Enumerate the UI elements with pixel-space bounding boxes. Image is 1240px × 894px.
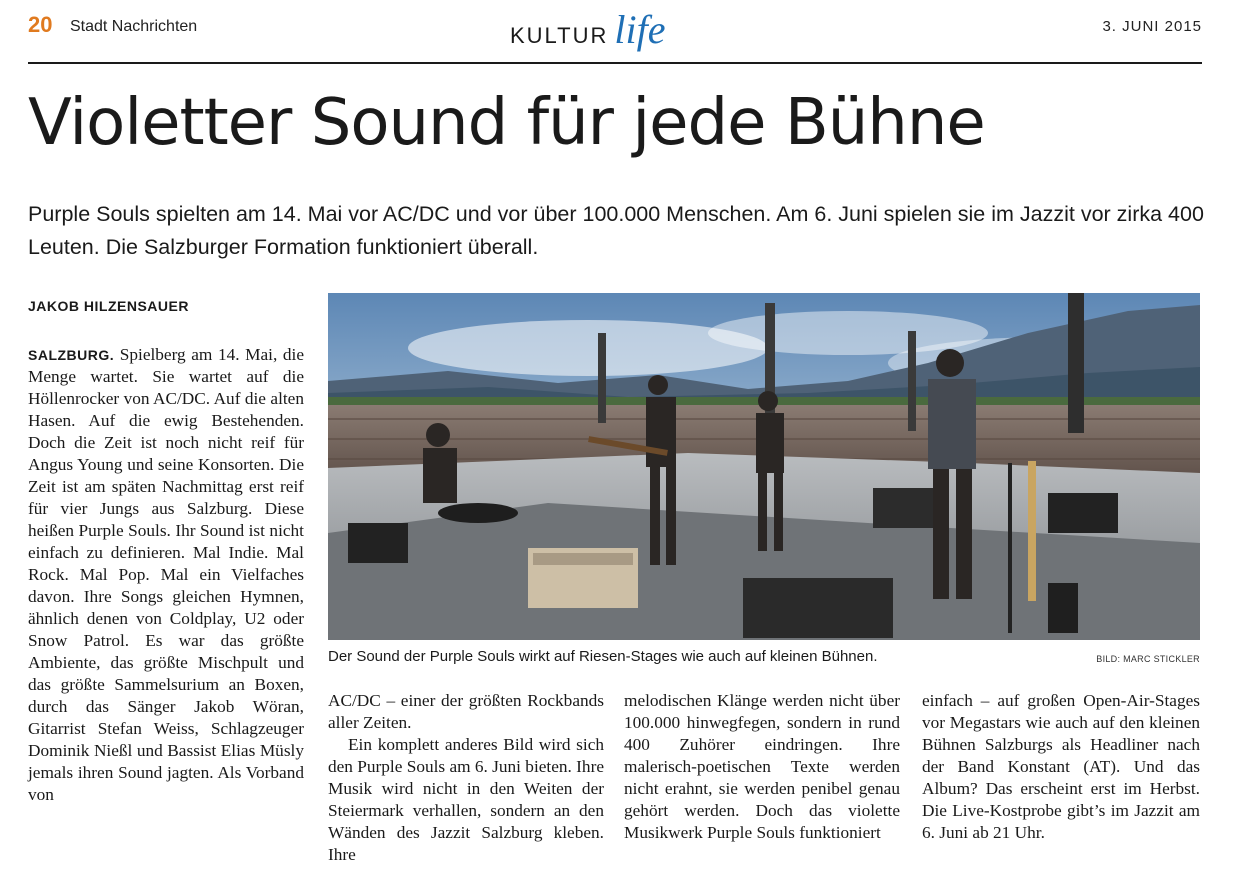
section-name: Stadt Nachrichten — [70, 18, 198, 35]
page-header — [28, 7, 1202, 52]
column-1-text: Spielberg am 14. Mai, die Menge wartet. Sie wartet auf die Höllenrocker von AC/DC. Auf die alten Hasen. Auf die ewig Bestehenden. Doch die Zeit ist noch nicht reif für Angus Young und seine Konsorten. Die Zeit ist am späten Nachmittag erst reif für vier Jungs aus Salzburg. Diese heißen Purple Souls. Ihr Sound ist nicht einfach zu definieren. Mal Indie. Mal Rock. Mal Pop. Mal ein Vielfaches davon. Ihre Songs gleichen Hymnen, ähnlich denen von Coldplay, U2 oder Snow Patrol. Es war das größte Ambiente, das größte Mischpult und das größte Sammelsurium an Boxen, durch das Sänger Jakob Wöran, Gitarrist Stefan Weiss, Schlagzeuger Dominik Nießl und Bassist Elias Müsly jemals ihren Sound jagten. Als Vorband von — [28, 345, 304, 804]
column-2-paragraph-1: AC/DC – einer der größten Rockbands aller Zeiten. — [328, 691, 604, 732]
lead-paragraph: Purple Souls spielten am 14. Mai vor AC/DC und vor über 100.000 Menschen. Am 6. Juni spielen sie im Jazzit vor zirka 400 Leuten. Die Salzburger Formation funktioniert überall. — [28, 202, 1204, 259]
page-number: 20 — [28, 12, 53, 37]
photo-credit: BILD: MARC STICKLER — [1096, 654, 1200, 664]
ressort-script: life — [614, 7, 666, 52]
article-column-3: melodischen Klänge werden nicht über 100.000 hinwegfegen, sondern in rund 400 Zuhörer eindringen. Ihre malerisch-poetischen Texte werden nicht erahnt, sie werden penibel genau gehört werden. Doch das violette Musikwerk Purple Souls funktioniert — [624, 691, 900, 842]
article-column-1 — [28, 344, 304, 806]
header-rule — [28, 62, 1202, 64]
article-column-4: einfach – auf großen Open-Air-Stages vor Megastars wie auch auf den kleinen Bühnen Salzburgs als Headliner nach der Band Konstant (AT). Und das Album? Das erscheint erst im Herbst. Die Live-Kostprobe gibt’s im Jazzit am 6. Juni ab 21 Uhr. — [922, 691, 1200, 842]
headline: Violetter Sound für jede Bühne — [28, 86, 985, 160]
issue-date: 3. JUNI 2015 — [1102, 18, 1202, 35]
column-2-paragraph-2: Ein komplett anderes Bild wird sich den Purple Souls am 6. Juni bieten. Ihre Musik wird nicht in den Weiten der Steiermark verhallen, sondern an den Wänden des Jazzit Salzburg kleben. Ihre — [328, 735, 604, 864]
concert-photo — [328, 293, 1200, 640]
ressort-logo — [510, 6, 665, 53]
article-column-2 — [328, 690, 604, 866]
dateline: SALZBURG. — [28, 347, 115, 363]
photo-caption: Der Sound der Purple Souls wirkt auf Riesen-Stages wie auch auf kleinen Bühnen. — [328, 648, 878, 665]
author-byline: JAKOB HILZENSAUER — [28, 298, 189, 314]
ressort-main: KULTUR — [510, 23, 609, 48]
